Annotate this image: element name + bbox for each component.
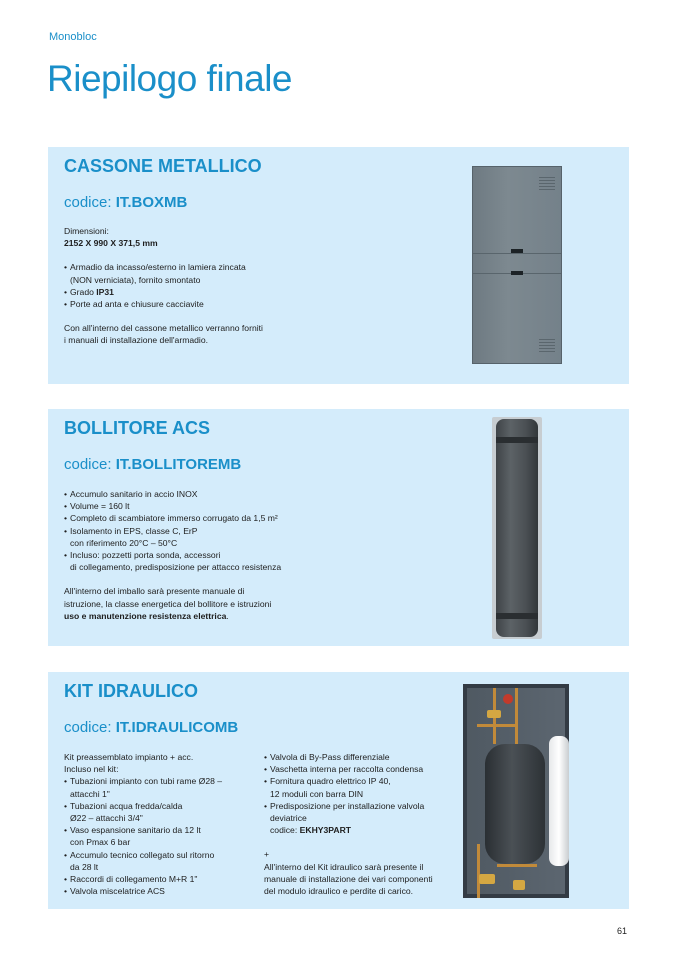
note-line: i manuali di installazione dell'armadio. (64, 335, 208, 346)
feature-list (64, 775, 254, 897)
band (496, 613, 538, 619)
list-item (64, 849, 254, 873)
list-item-text: 12 moduli con barra DIN (270, 788, 364, 799)
valve-icon (513, 880, 525, 890)
list-item: • Volume = 160 lt (64, 500, 281, 512)
panel-bollitore-acs (48, 409, 629, 646)
pipe-icon (477, 844, 480, 898)
list-item-text: Accumulo tecnico collegato sul ritorno (70, 849, 215, 860)
intro-line: Incluso nel kit: (64, 764, 119, 775)
panel-title: BOLLITORE ACS (64, 418, 211, 438)
pipe-icon (515, 688, 518, 744)
valve-icon (487, 710, 501, 718)
divider (473, 253, 561, 254)
intro-line: Kit preassemblato impianto + acc. (64, 752, 194, 762)
list-item: • Completo di scambiatore immerso corrugato da 1,5 m² (64, 512, 281, 524)
panel-body (64, 225, 263, 347)
panel-body (64, 488, 281, 622)
gauge-icon (503, 694, 513, 704)
code-value: IT.BOXMB (115, 194, 188, 211)
list-item (64, 549, 281, 573)
list-item-text: Ø22 – attacchi 3/4" (70, 813, 143, 824)
note-line: istruzione, la classe energetica del bollitore e istruzioni (64, 598, 272, 609)
list-item (264, 800, 459, 837)
product-code (64, 719, 238, 736)
dimensions-value (64, 237, 263, 249)
code-prefix: codice: (64, 456, 116, 473)
list-item (64, 286, 263, 298)
list-item-text: Incluso: pozzetti porta sonda, accessori (70, 550, 221, 561)
vent-grille-icon (539, 339, 555, 353)
list-item-text: Vaso espansione sanitario da 12 lt (70, 825, 201, 836)
list-item-text: da 28 lt (70, 861, 99, 872)
list-item-text: (NON verniciata), fornito smontato (70, 274, 201, 285)
panel-title: CASSONE METALLICO (64, 156, 262, 176)
panel-body-right (264, 751, 459, 897)
list-item: • Accumulo sanitario in accio INOX (64, 488, 281, 500)
list-item (64, 298, 263, 310)
panel-body-left (64, 751, 254, 897)
list-item (64, 824, 254, 848)
note-end: . (226, 610, 229, 621)
list-item: • Valvola di By-Pass differenziale (264, 751, 459, 763)
vent-grille-icon (539, 177, 555, 191)
code-value: IT.IDRAULICOMB (115, 719, 239, 736)
list-item-text: Tubazioni acqua fredda/calda (70, 800, 183, 811)
note-line: All'interno del imballo sarà presente manuale di (64, 586, 245, 597)
list-item-text: con riferimento 20°C – 50°C (70, 537, 178, 548)
note-line (64, 610, 281, 622)
product-code (64, 456, 241, 473)
list-item: • Valvola miscelatrice ACS (64, 885, 254, 897)
code-prefix: codice: (64, 194, 116, 211)
list-item-text: di collegamento, predisposizione per attacco resistenza (70, 562, 282, 573)
list-item-text: Tubazioni impianto con tubi rame Ø28 – (70, 776, 223, 787)
feature-list (64, 488, 281, 573)
handle-icon (511, 271, 523, 275)
code-value: IT.BOLLITOREMB (115, 456, 242, 473)
note-line: Con all'interno del cassone metallico verranno forniti (64, 323, 263, 334)
list-item-text: con Pmax 6 bar (70, 837, 131, 848)
panel-kit-idraulico (48, 672, 629, 909)
plus-sign: + (264, 849, 270, 860)
panel-title: KIT IDRAULICO (64, 681, 198, 701)
valve-icon (479, 874, 495, 884)
list-item-bold: IP31 (96, 286, 114, 297)
feature-list (264, 751, 459, 836)
panel-cassone-metallico (48, 147, 629, 384)
list-item (64, 800, 254, 824)
metal-cabinet-image (472, 166, 562, 364)
list-item-text: attacchi 1" (70, 788, 110, 799)
dimensions-label: Dimensioni: (64, 226, 109, 236)
code-prefix: codice: (64, 719, 116, 736)
pipe-icon (477, 724, 517, 727)
product-code (64, 194, 187, 211)
handle-icon (511, 249, 523, 253)
list-item-text: Grado (70, 286, 97, 297)
page-title: Riepilogo finale (47, 58, 293, 99)
boiler-image (492, 417, 542, 639)
list-item: • Raccordi di collegamento M+R 1" (64, 873, 254, 885)
feature-list (64, 261, 263, 310)
note-line: manuale di installazione dei vari componenti (264, 873, 433, 884)
band (496, 437, 538, 443)
page-number: 61 (617, 926, 628, 936)
pipe-icon (497, 864, 537, 867)
dimensions-text: 2152 X 990 X 371,5 mm (64, 238, 158, 249)
note-bold: uso e manutenzione resistenza elettrica (64, 610, 227, 621)
list-item-bold: EKHY3PART (299, 825, 352, 836)
boiler-tank-icon (496, 419, 538, 637)
list-item-text: Predisposizione per installazione valvola (270, 800, 425, 811)
expansion-tank-icon (485, 744, 545, 864)
list-item-text: Fornitura quadro elettrico IP 40, (270, 776, 391, 787)
list-item (264, 775, 459, 799)
list-item (64, 261, 263, 285)
list-item-text: Porte ad anta e chiusure cacciavite (70, 299, 204, 310)
hydraulic-kit-image (463, 684, 569, 898)
section-label: Monobloc (49, 31, 97, 43)
list-item (64, 775, 254, 799)
list-item-text: codice: (270, 825, 300, 836)
list-item: • Vaschetta interna per raccolta condensa (264, 763, 459, 775)
note-line: All'interno del Kit idraulico sarà presente il (264, 861, 424, 872)
list-item-text: Armadio da incasso/esterno in lamiera zincata (70, 262, 246, 273)
accumulator-tank-icon (549, 736, 569, 866)
list-item-text: deviatrice (270, 813, 307, 824)
list-item-text: Isolamento in EPS, classe C, ErP (70, 525, 198, 536)
list-item (64, 525, 281, 549)
note-line: del modulo idraulico e perdite di carico. (264, 886, 414, 897)
